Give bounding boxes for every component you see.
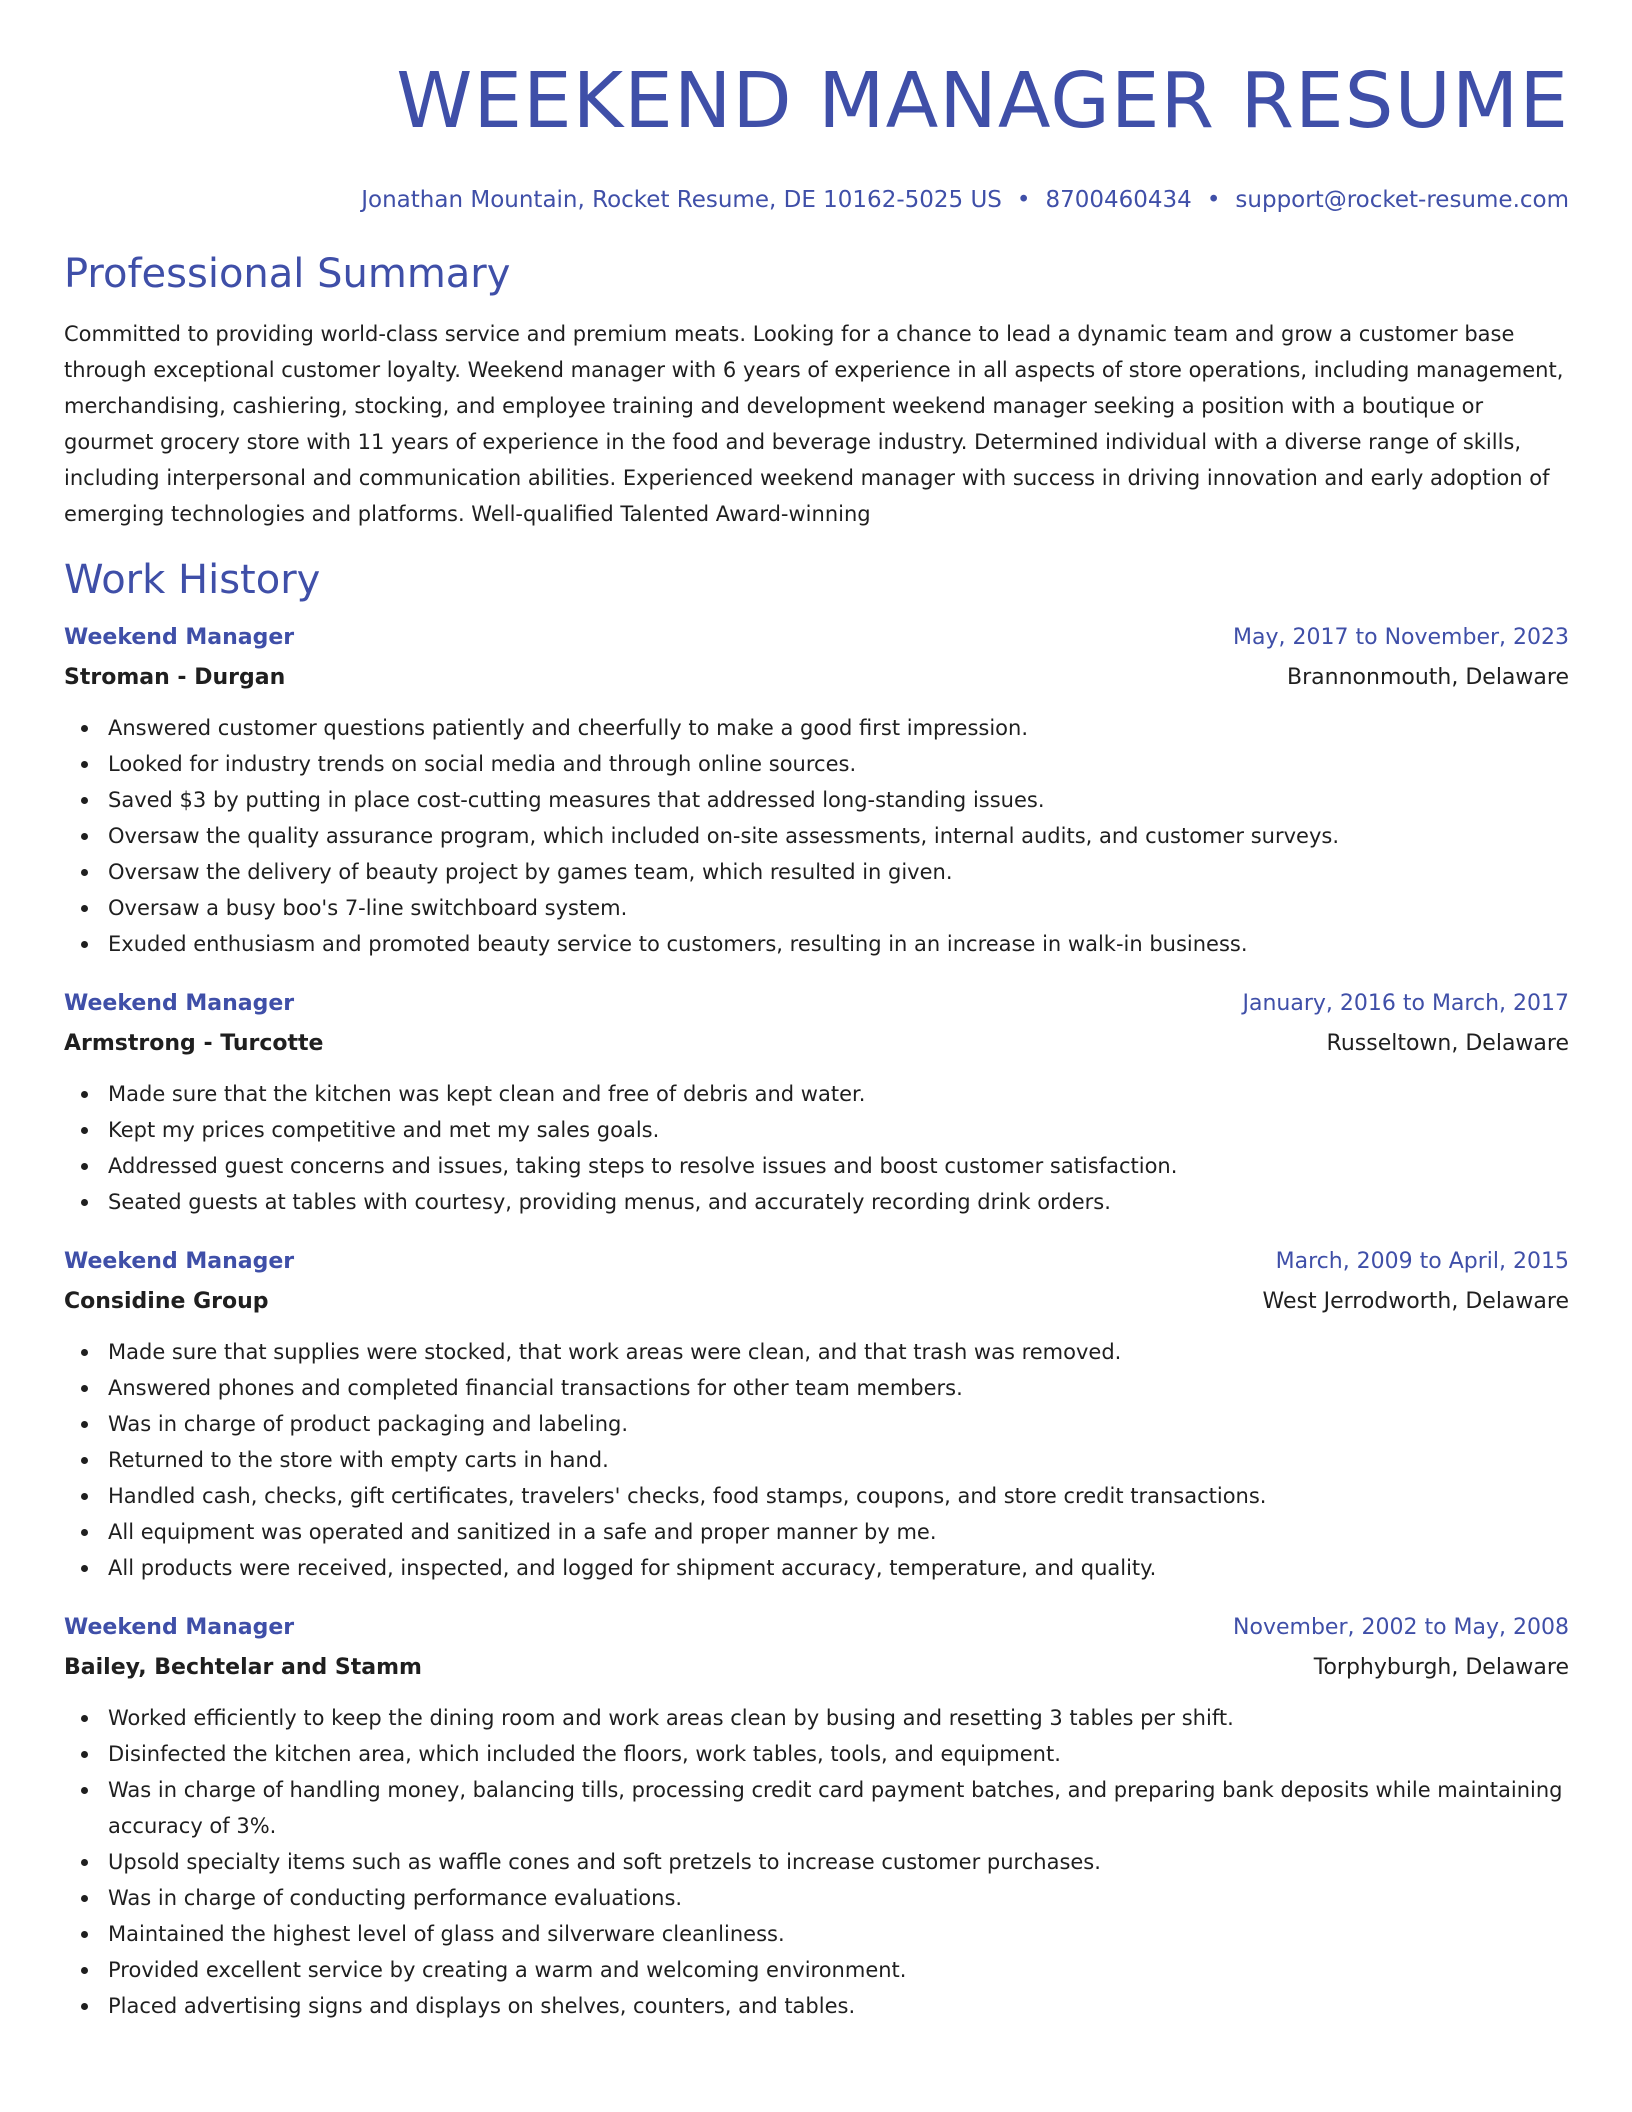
job-bullet: Disinfected the kitchen area, which included the floors, work tables, tools, and equipment. bbox=[108, 1736, 1569, 1772]
job-entry bbox=[64, 1242, 1569, 1586]
resume-title: WEEKEND MANAGER RESUME bbox=[396, 57, 1569, 146]
job-header-row bbox=[64, 618, 1569, 658]
job-header-row bbox=[64, 984, 1569, 1024]
job-dates: November, 2002 to May, 2008 bbox=[1233, 1615, 1569, 1640]
job-company-row bbox=[64, 658, 1569, 698]
job-header-row bbox=[64, 1242, 1569, 1282]
job-dates: March, 2009 to April, 2015 bbox=[1275, 1249, 1569, 1274]
job-entry bbox=[64, 618, 1569, 962]
job-bullet: Addressed guest concerns and issues, taking steps to resolve issues and boost customer satisfaction. bbox=[108, 1148, 1569, 1184]
job-bullet-list bbox=[64, 1700, 1569, 2024]
job-header-row bbox=[64, 1608, 1569, 1648]
job-bullet: All products were received, inspected, and logged for shipment accuracy, temperature, and quality. bbox=[108, 1550, 1569, 1586]
contact-address: Jonathan Mountain, Rocket Resume, DE 10162-5025 US bbox=[361, 187, 1002, 213]
work-history-heading: Work History bbox=[64, 557, 321, 603]
contact-email: support@rocket-resume.com bbox=[1235, 187, 1569, 213]
job-bullet: Made sure that supplies were stocked, that work areas were clean, and that trash was removed. bbox=[108, 1334, 1569, 1370]
job-bullet: Handled cash, checks, gift certificates, travelers' checks, food stamps, coupons, and store credit transactions. bbox=[108, 1478, 1569, 1514]
job-bullet: Exuded enthusiasm and promoted beauty service to customers, resulting in an increase in walk-in business. bbox=[108, 926, 1569, 962]
contact-separator: • bbox=[1206, 187, 1221, 213]
job-bullet-list bbox=[64, 1076, 1569, 1220]
job-bullet-list bbox=[64, 1334, 1569, 1586]
job-dates: May, 2017 to November, 2023 bbox=[1233, 625, 1569, 650]
job-bullet: Oversaw the quality assurance program, which included on-site assessments, internal audits, and customer surveys. bbox=[108, 818, 1569, 854]
job-title: Weekend Manager bbox=[64, 991, 295, 1016]
job-entry bbox=[64, 1608, 1569, 2024]
job-bullet: Was in charge of handling money, balancing tills, processing credit card payment batches, and preparing bank deposits while maintaining accuracy of 3%. bbox=[108, 1772, 1569, 1844]
job-company: Considine Group bbox=[64, 1289, 269, 1314]
job-bullet: All equipment was operated and sanitized in a safe and proper manner by me. bbox=[108, 1514, 1569, 1550]
job-bullet: Looked for industry trends on social media and through online sources. bbox=[108, 746, 1569, 782]
job-entry bbox=[64, 984, 1569, 1220]
job-bullet: Made sure that the kitchen was kept clean and free of debris and water. bbox=[108, 1076, 1569, 1112]
contact-line bbox=[64, 184, 1569, 216]
job-dates: January, 2016 to March, 2017 bbox=[1242, 991, 1569, 1016]
job-bullet: Maintained the highest level of glass and silverware cleanliness. bbox=[108, 1916, 1569, 1952]
job-bullet: Provided excellent service by creating a warm and welcoming environment. bbox=[108, 1952, 1569, 1988]
job-bullet-list bbox=[64, 710, 1569, 962]
job-company-row bbox=[64, 1648, 1569, 1688]
work-history-list bbox=[64, 618, 1569, 2024]
job-company: Bailey, Bechtelar and Stamm bbox=[64, 1655, 422, 1680]
job-bullet: Seated guests at tables with courtesy, providing menus, and accurately recording drink orders. bbox=[108, 1184, 1569, 1220]
summary-text: Committed to providing world-class service and premium meats. Looking for a chance to lead a dynamic team and grow a customer base through exceptional customer loyalty. Weekend manager with 6 years of experience in all aspects of store operations, including management, merchandising, cashiering, stocking, and employee training and development weekend manager seeking a position with a boutique or gourmet grocery store with 11 years of experience in the food and beverage industry. Determined individual with a diverse range of skills, including interpersonal and communication abilities. Experienced weekend manager with success in driving innovation and early adoption of emerging technologies and platforms. Well-qualified Talented Award-winning bbox=[64, 322, 1564, 526]
contact-phone: 8700460434 bbox=[1045, 187, 1192, 213]
job-bullet: Oversaw a busy boo's 7-line switchboard system. bbox=[108, 890, 1569, 926]
job-bullet: Answered phones and completed financial transactions for other team members. bbox=[108, 1370, 1569, 1406]
job-bullet: Was in charge of product packaging and labeling. bbox=[108, 1406, 1569, 1442]
job-title: Weekend Manager bbox=[64, 1615, 295, 1640]
summary-heading: Professional Summary bbox=[64, 251, 511, 297]
job-bullet: Placed advertising signs and displays on shelves, counters, and tables. bbox=[108, 1988, 1569, 2024]
job-company: Armstrong - Turcotte bbox=[64, 1031, 324, 1056]
job-bullet: Worked efficiently to keep the dining room and work areas clean by busing and resetting 3 tables per shift. bbox=[108, 1700, 1569, 1736]
job-bullet: Kept my prices competitive and met my sales goals. bbox=[108, 1112, 1569, 1148]
job-company-row bbox=[64, 1024, 1569, 1064]
job-location: Russeltown, Delaware bbox=[1326, 1031, 1569, 1056]
job-company: Stroman - Durgan bbox=[64, 665, 286, 690]
job-title: Weekend Manager bbox=[64, 625, 295, 650]
job-title: Weekend Manager bbox=[64, 1249, 295, 1274]
job-bullet: Was in charge of conducting performance evaluations. bbox=[108, 1880, 1569, 1916]
job-bullet: Answered customer questions patiently and cheerfully to make a good first impression. bbox=[108, 710, 1569, 746]
job-company-row bbox=[64, 1282, 1569, 1322]
job-bullet: Oversaw the delivery of beauty project by games team, which resulted in given. bbox=[108, 854, 1569, 890]
job-bullet: Saved $3 by putting in place cost-cutting measures that addressed long-standing issues. bbox=[108, 782, 1569, 818]
job-bullet: Upsold specialty items such as waffle cones and soft pretzels to increase customer purchases. bbox=[108, 1844, 1569, 1880]
contact-separator: • bbox=[1016, 187, 1031, 213]
resume-page bbox=[64, 0, 1569, 2024]
job-location: West Jerrodworth, Delaware bbox=[1262, 1289, 1569, 1314]
job-location: Brannonmouth, Delaware bbox=[1287, 665, 1569, 690]
job-bullet: Returned to the store with empty carts in hand. bbox=[108, 1442, 1569, 1478]
job-location: Torphyburgh, Delaware bbox=[1313, 1655, 1569, 1680]
